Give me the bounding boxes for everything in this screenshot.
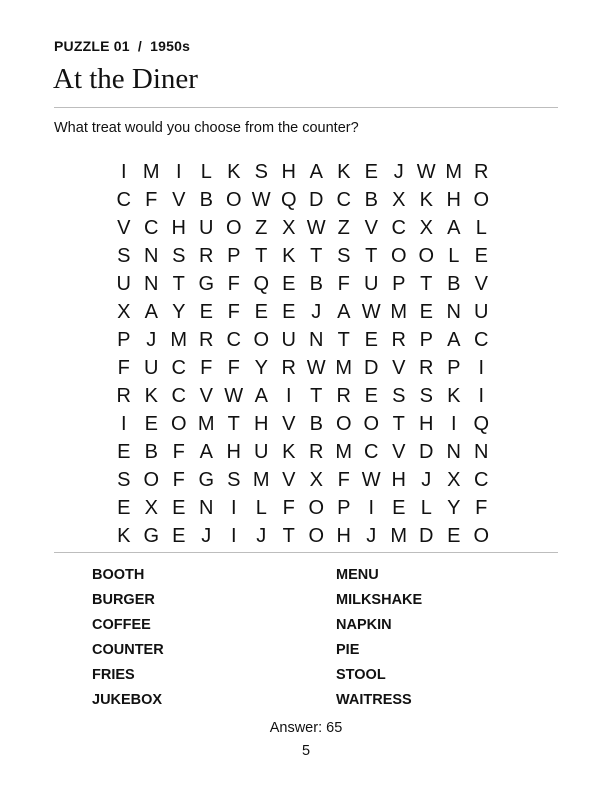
grid-letter: T — [337, 329, 350, 351]
grid-row — [110, 354, 495, 382]
grid-letter: H — [226, 441, 241, 463]
grid-letter: Y — [447, 497, 461, 519]
grid-letter: Q — [253, 273, 270, 295]
grid-letter: I — [368, 497, 375, 519]
grid-letter: J — [393, 161, 404, 183]
grid-letter: K — [227, 161, 241, 183]
grid-letter: G — [143, 525, 160, 547]
grid-letter: C — [364, 441, 379, 463]
grid-letter: C — [336, 189, 351, 211]
grid-letter: V — [392, 441, 406, 463]
grid-letter: T — [310, 385, 323, 407]
grid-letter: T — [172, 273, 185, 295]
grid-letter: R — [474, 161, 489, 183]
grid-letter: H — [419, 413, 434, 435]
grid-letter: X — [282, 217, 296, 239]
grid-letter: S — [117, 469, 131, 491]
grid-letter: O — [253, 329, 270, 351]
word-list-item: BOOTH — [92, 567, 145, 583]
grid-letter: T — [227, 413, 240, 435]
page-title: At the Diner — [53, 63, 198, 95]
grid-letter: J — [146, 329, 157, 351]
grid-letter: F — [172, 469, 185, 491]
grid-letter: C — [474, 469, 489, 491]
grid-letter: Q — [280, 189, 297, 211]
grid-letter: W — [361, 301, 381, 323]
grid-row — [110, 410, 495, 438]
grid-letter: F — [172, 441, 185, 463]
grid-row — [110, 270, 495, 298]
bottom-divider — [54, 552, 558, 553]
grid-letter: K — [282, 245, 296, 267]
grid-row — [110, 326, 495, 354]
grid-letter: R — [309, 441, 324, 463]
letter-grid — [110, 158, 495, 550]
grid-letter: F — [337, 469, 350, 491]
grid-letter: L — [448, 245, 460, 267]
grid-letter: I — [478, 385, 485, 407]
grid-letter: U — [144, 357, 159, 379]
grid-letter: T — [255, 245, 268, 267]
grid-letter: K — [144, 385, 158, 407]
grid-letter: J — [311, 301, 322, 323]
grid-letter: R — [199, 329, 214, 351]
grid-letter: C — [171, 357, 186, 379]
grid-letter: M — [335, 357, 353, 379]
grid-letter: Z — [337, 217, 350, 239]
puzzle-question: What treat would you choose from the counter? — [54, 120, 359, 136]
grid-letter: I — [175, 161, 182, 183]
grid-letter: R — [419, 357, 434, 379]
grid-row — [110, 522, 495, 550]
grid-letter: K — [337, 161, 351, 183]
grid-letter: W — [416, 161, 436, 183]
grid-letter: F — [227, 273, 240, 295]
grid-letter: E — [282, 273, 296, 295]
word-column-right — [336, 563, 422, 713]
grid-letter: T — [365, 245, 378, 267]
grid-letter: O — [308, 525, 325, 547]
grid-letter: F — [117, 357, 130, 379]
grid-letter: E — [419, 301, 433, 323]
grid-letter: V — [474, 273, 488, 295]
grid-letter: P — [117, 329, 131, 351]
grid-letter: B — [309, 273, 323, 295]
answer-text: Answer: 65 — [269, 720, 343, 736]
grid-letter: A — [254, 385, 268, 407]
grid-letter: I — [450, 413, 457, 435]
grid-letter: D — [364, 357, 379, 379]
grid-letter: Z — [255, 217, 268, 239]
grid-letter: A — [144, 301, 158, 323]
grid-letter: O — [143, 469, 160, 491]
grid-letter: U — [254, 441, 269, 463]
grid-letter: H — [446, 189, 461, 211]
grid-letter: O — [473, 525, 490, 547]
grid-letter: H — [391, 469, 406, 491]
grid-letter: K — [282, 441, 296, 463]
grid-letter: M — [170, 329, 188, 351]
grid-letter: I — [230, 497, 237, 519]
grid-letter: X — [144, 497, 158, 519]
grid-letter: V — [364, 217, 378, 239]
grid-letter: M — [197, 413, 215, 435]
grid-letter: S — [117, 245, 131, 267]
grid-letter: R — [199, 245, 214, 267]
grid-letter: G — [198, 273, 215, 295]
grid-letter: C — [226, 329, 241, 351]
grid-letter: O — [335, 413, 352, 435]
grid-letter: S — [337, 245, 351, 267]
grid-letter: E — [254, 301, 268, 323]
grid-letter: C — [171, 385, 186, 407]
word-list-item: WAITRESS — [336, 692, 412, 708]
grid-letter: J — [256, 525, 267, 547]
grid-letter: V — [172, 189, 186, 211]
grid-letter: J — [366, 525, 377, 547]
grid-letter: U — [281, 329, 296, 351]
grid-letter: P — [392, 273, 406, 295]
grid-letter: E — [172, 497, 186, 519]
grid-letter: N — [199, 497, 214, 519]
grid-letter: V — [282, 413, 296, 435]
grid-letter: D — [419, 441, 434, 463]
grid-letter: N — [144, 245, 159, 267]
grid-letter: B — [199, 189, 213, 211]
grid-letter: X — [419, 217, 433, 239]
grid-letter: L — [475, 217, 487, 239]
grid-letter: W — [361, 469, 381, 491]
grid-letter: L — [420, 497, 432, 519]
grid-row — [110, 298, 495, 326]
word-list-item: COUNTER — [92, 642, 164, 658]
grid-letter: T — [420, 273, 433, 295]
grid-letter: N — [144, 273, 159, 295]
grid-letter: V — [117, 217, 131, 239]
grid-letter: K — [117, 525, 131, 547]
grid-row — [110, 438, 495, 466]
grid-letter: C — [474, 329, 489, 351]
grid-letter: W — [224, 385, 244, 407]
grid-letter: F — [200, 357, 213, 379]
grid-letter: O — [225, 217, 242, 239]
word-list-item: JUKEBOX — [92, 692, 163, 708]
grid-letter: D — [419, 525, 434, 547]
grid-letter: N — [474, 441, 489, 463]
grid-letter: M — [445, 161, 463, 183]
grid-letter: U — [199, 217, 214, 239]
grid-letter: R — [391, 329, 406, 351]
grid-row — [110, 466, 495, 494]
puzzle-label: PUZZLE 01 / 1950s — [54, 38, 191, 54]
grid-letter: A — [447, 329, 461, 351]
grid-letter: E — [117, 497, 131, 519]
grid-letter: H — [281, 161, 296, 183]
grid-letter: I — [120, 413, 127, 435]
grid-letter: P — [447, 357, 461, 379]
grid-letter: O — [225, 189, 242, 211]
grid-letter: T — [392, 413, 405, 435]
grid-letter: E — [117, 441, 131, 463]
grid-letter: V — [199, 385, 213, 407]
grid-letter: X — [447, 469, 461, 491]
grid-letter: E — [199, 301, 213, 323]
grid-letter: E — [282, 301, 296, 323]
grid-letter: P — [227, 245, 241, 267]
grid-letter: X — [117, 301, 131, 323]
grid-letter: B — [144, 441, 158, 463]
word-list-item: MENU — [336, 567, 379, 583]
grid-letter: M — [390, 301, 408, 323]
grid-letter: E — [364, 329, 378, 351]
grid-letter: O — [473, 189, 490, 211]
grid-letter: F — [227, 301, 240, 323]
grid-letter: E — [474, 245, 488, 267]
grid-letter: W — [306, 357, 326, 379]
top-divider — [54, 107, 558, 108]
grid-letter: O — [308, 497, 325, 519]
grid-letter: N — [446, 301, 461, 323]
grid-letter: M — [252, 469, 270, 491]
grid-letter: O — [418, 245, 435, 267]
grid-letter: E — [364, 385, 378, 407]
grid-letter: P — [419, 329, 433, 351]
grid-letter: O — [363, 413, 380, 435]
grid-row — [110, 214, 495, 242]
grid-row — [110, 382, 495, 410]
grid-letter: E — [364, 161, 378, 183]
word-list-item: STOOL — [336, 667, 386, 683]
grid-letter: A — [309, 161, 323, 183]
grid-letter: N — [309, 329, 324, 351]
grid-letter: X — [309, 469, 323, 491]
grid-letter: V — [392, 357, 406, 379]
grid-letter: L — [255, 497, 267, 519]
grid-letter: U — [474, 301, 489, 323]
grid-letter: Y — [254, 357, 268, 379]
word-list-item: MILKSHAKE — [336, 592, 423, 608]
grid-letter: P — [337, 497, 351, 519]
grid-letter: K — [419, 189, 433, 211]
grid-letter: F — [282, 497, 295, 519]
grid-letter: B — [309, 413, 323, 435]
grid-letter: B — [364, 189, 378, 211]
grid-letter: V — [282, 469, 296, 491]
grid-letter: N — [446, 441, 461, 463]
word-list-item: FRIES — [92, 667, 135, 683]
grid-letter: F — [337, 273, 350, 295]
grid-letter: F — [475, 497, 488, 519]
grid-letter: E — [172, 525, 186, 547]
grid-letter: W — [306, 217, 326, 239]
grid-letter: J — [201, 525, 212, 547]
grid-letter: A — [337, 301, 351, 323]
grid-letter: O — [170, 413, 187, 435]
grid-row — [110, 494, 495, 522]
grid-letter: M — [390, 525, 408, 547]
grid-row — [110, 242, 495, 270]
grid-letter: B — [447, 273, 461, 295]
grid-letter: W — [251, 189, 271, 211]
grid-letter: R — [281, 357, 296, 379]
grid-letter: R — [116, 385, 131, 407]
grid-letter: I — [230, 525, 237, 547]
grid-letter: H — [171, 217, 186, 239]
grid-letter: T — [310, 245, 323, 267]
word-list-item: NAPKIN — [336, 617, 392, 633]
grid-letter: D — [309, 189, 324, 211]
grid-letter: M — [335, 441, 353, 463]
grid-letter: G — [198, 469, 215, 491]
grid-letter: E — [392, 497, 406, 519]
grid-letter: S — [392, 385, 406, 407]
grid-row — [110, 158, 495, 186]
grid-letter: C — [391, 217, 406, 239]
grid-letter: S — [172, 245, 186, 267]
grid-letter: Y — [172, 301, 186, 323]
grid-letter: H — [336, 525, 351, 547]
grid-letter: O — [390, 245, 407, 267]
grid-letter: A — [447, 217, 461, 239]
grid-letter: I — [478, 357, 485, 379]
grid-letter: S — [419, 385, 433, 407]
grid-letter: Q — [473, 413, 490, 435]
grid-letter: E — [447, 525, 461, 547]
grid-row — [110, 186, 495, 214]
grid-letter: U — [116, 273, 131, 295]
grid-letter: F — [227, 357, 240, 379]
word-list-item: PIE — [336, 642, 360, 658]
grid-letter: U — [364, 273, 379, 295]
grid-letter: A — [199, 441, 213, 463]
grid-letter: X — [392, 189, 406, 211]
grid-letter: I — [285, 385, 292, 407]
grid-letter: E — [144, 413, 158, 435]
grid-letter: H — [254, 413, 269, 435]
grid-letter: M — [142, 161, 160, 183]
grid-letter: S — [254, 161, 268, 183]
grid-letter: K — [447, 385, 461, 407]
grid-letter: S — [227, 469, 241, 491]
word-list-item: BURGER — [92, 592, 155, 608]
grid-letter: J — [421, 469, 432, 491]
word-column-left — [92, 563, 164, 713]
word-list-item: COFFEE — [92, 617, 151, 633]
grid-letter: F — [145, 189, 158, 211]
grid-letter: C — [116, 189, 131, 211]
grid-letter: L — [200, 161, 212, 183]
page-number: 5 — [301, 743, 311, 759]
grid-letter: R — [336, 385, 351, 407]
grid-letter: C — [144, 217, 159, 239]
grid-letter: I — [120, 161, 127, 183]
grid-letter: T — [282, 525, 295, 547]
